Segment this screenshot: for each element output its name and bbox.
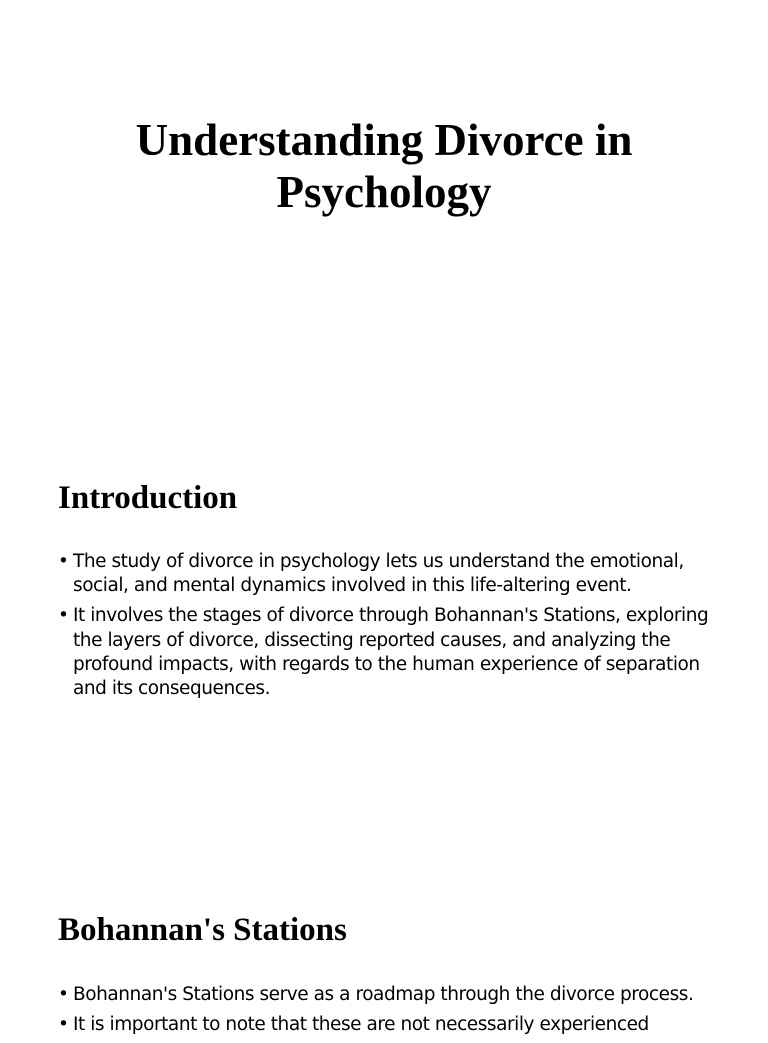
bullet-text: The study of divorce in psychology lets us understand the emotional, social, and mental dynamics involved in this life-altering event. (73, 551, 684, 597)
page-title-line-2: Psychology (276, 167, 492, 217)
bullet-icon: • (58, 984, 69, 1005)
bullet-text: It involves the stages of divorce through Bohannan's Stations, exploring the layers of divorce, dissecting reported causes, and analyzing the profound impacts, with regards to the human experience of separation and its consequences. (73, 605, 709, 700)
bullet-text: It is important to note that these are not necessarily experienced (73, 1014, 649, 1036)
introduction-section (58, 478, 718, 707)
bullet-icon: • (58, 605, 69, 627)
bullet-icon: • (58, 1014, 69, 1036)
introduction-heading: Introduction (58, 480, 238, 516)
bullet-icon: • (58, 551, 69, 572)
bullet-text: Bohannan's Stations serve as a roadmap through the divorce process. (73, 984, 694, 1005)
page-title-line-1: Understanding Divorce in (135, 115, 633, 165)
introduction-bullet-list (58, 550, 718, 701)
list-item (58, 1013, 718, 1037)
bohannans-stations-section (58, 910, 718, 1043)
list-item (58, 550, 718, 598)
page-title (60, 114, 708, 218)
bohannans-stations-bullet-list (58, 983, 718, 1037)
list-item (58, 604, 718, 701)
bohannans-stations-heading: Bohannan's Stations (58, 912, 347, 948)
list-item (58, 983, 718, 1007)
